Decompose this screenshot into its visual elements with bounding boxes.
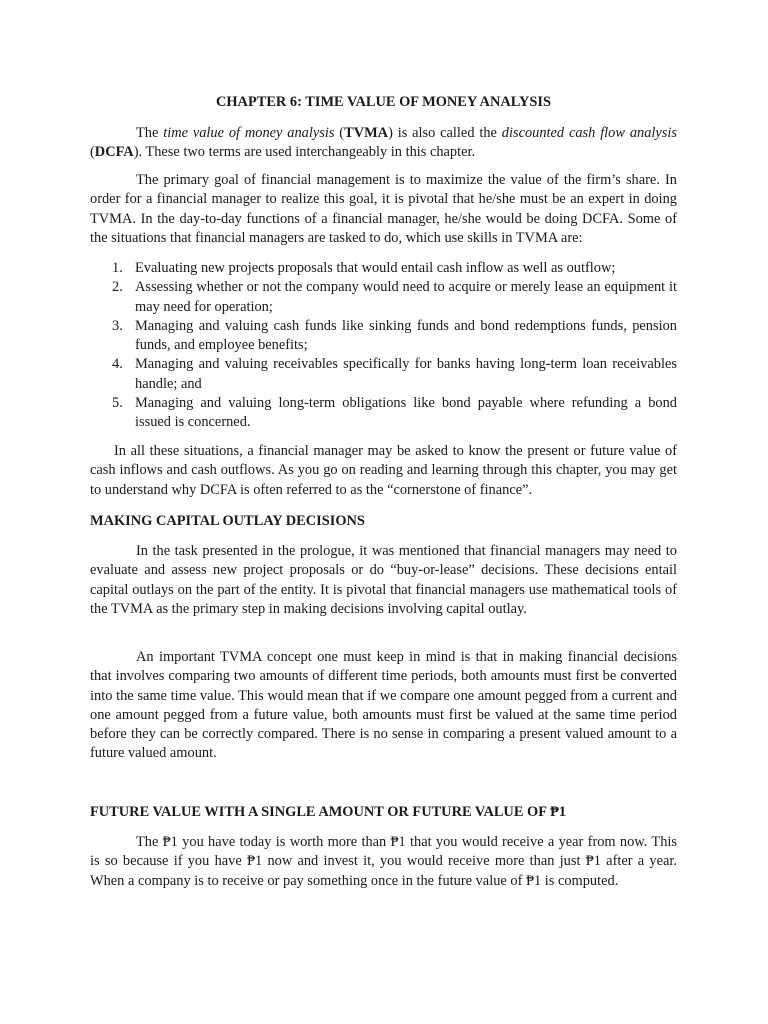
intro-text-5: ). These two terms are used interchangeably in this chapter. [133,144,476,161]
list-item [90,259,677,278]
term-tvma: time value of money analysis [163,125,335,141]
list-number: 4. [112,356,123,373]
term-dcfa: discounted cash flow analysis [501,125,677,141]
intro-paragraph [90,124,677,163]
list-item [90,394,677,433]
paragraph-tvma-concept: An important TVMA concept one must keep in mind is that in making financial decisions that involves comparing two amounts of different time periods, both amounts must first be converted into the same time value. This would mean that if we compare one amount pegged from a current and one amount pegged from a future value, both amounts must first be valued at the same time period before they can be correctly compared. There is no sense in comparing a present valued amount to a future valued amount. [90,649,677,762]
situations-list [90,259,677,433]
paragraph-capital-outlay: In the task presented in the prologue, it was mentioned that financial managers may need to evaluate and assess new project proposals or do “buy-or-lease” decisions. These decisions entail capital outlays on the part of the entity. It is pivotal that financial managers use mathematical tools of the TVMA as the primary step in making decisions involving capital outlay. [90,543,677,617]
intro-text-1: The [136,125,164,141]
section-heading-future-value: FUTURE VALUE WITH A SINGLE AMOUNT OR FUTURE VALUE OF ₱1 [90,804,567,820]
list-item [90,317,677,356]
section-heading-capital-outlay: MAKING CAPITAL OUTLAY DECISIONS [90,513,365,529]
list-item-text: Managing and valuing receivables specifically for banks having long-term loan receivables handle; and [135,356,677,392]
intro-text-4: ( [90,144,95,161]
abbr-tvma: TVMA [344,125,389,141]
list-number: 2. [112,279,123,296]
list-number: 5. [112,395,123,412]
list-item [90,355,677,394]
list-number: 3. [112,317,123,334]
list-item-text: Evaluating new projects proposals that would entail cash inflow as well as outflow; [135,260,616,276]
list-item-text: Managing and valuing long-term obligations like bond payable where refunding a bond issued is concerned. [135,395,677,431]
list-item-text: Managing and valuing cash funds like sinking funds and bond redemptions funds, pension funds, and employee benefits; [135,317,677,354]
list-item-text: Assessing whether or not the company would need to acquire or merely lease an equipment it may need for operation; [135,279,677,315]
list-number: 1. [112,260,123,276]
paragraph-goal: The primary goal of financial management is to maximize the value of the firm’s share. In order for a financial manager to realize this goal, it is pivotal that he/she must be an expert in doing TVMA. In the day-to-day functions of a financial manager, he/she would be doing DCFA. Some of the situations that financial managers are tasked to do, which use skills in TVMA are: [90,172,677,246]
paragraph-future-value: The ₱1 you have today is worth more than ₱1 that you would receive a year from now. This is so because if you have ₱1 now and invest it, you would receive more than just ₱1 after a year. When a company is to receive or pay something once in the future value of ₱1 is computed. [90,834,677,889]
intro-text-3: ) is also called the [388,125,502,141]
chapter-title: CHAPTER 6: TIME VALUE OF MONEY ANALYSIS [215,94,552,110]
paragraph-situations: In all these situations, a financial manager may be asked to know the present or future value of cash inflows and cash outflows. As you go on reading and learning through this chapter, you may get to understand why DCFA is often referred to as the “cornerstone of finance”. [90,443,677,498]
list-item [90,278,677,317]
abbr-dcfa: DCFA [94,144,134,161]
intro-text-2: ( [334,125,345,141]
